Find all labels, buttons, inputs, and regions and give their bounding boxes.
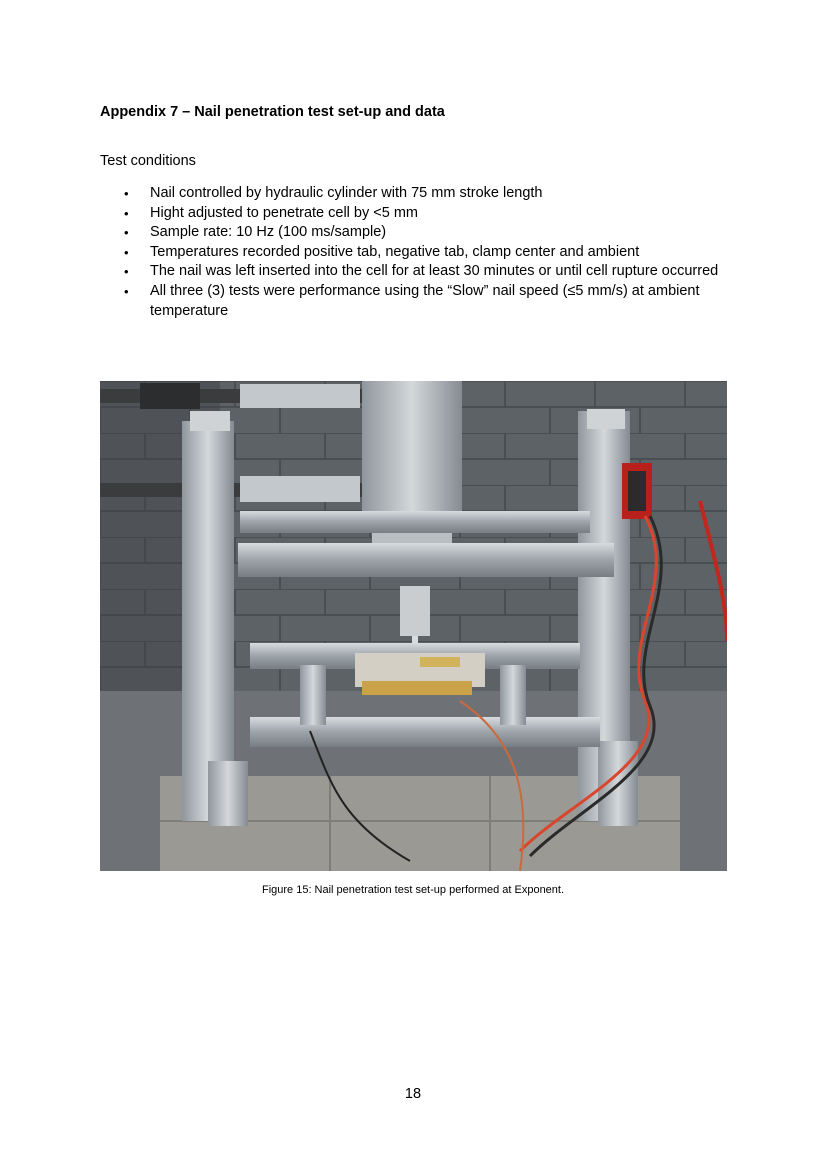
list-item-text: Nail controlled by hydraulic cylinder with 75 mm stroke length — [150, 185, 543, 201]
section-heading: Appendix 7 – Nail penetration test set-up and data — [100, 104, 445, 120]
list-item-text: Temperatures recorded positive tab, negative tab, clamp center and ambient — [150, 243, 640, 260]
test-conditions-list — [100, 184, 720, 321]
list-item-text: The nail was left inserted into the cell for at least 30 minutes or until cell rupture occurred — [150, 263, 719, 280]
list-item-text: All three (3) tests were performance using the “Slow” nail speed (≤5 mm/s) at ambient temperature — [150, 282, 700, 319]
bullet-icon: • — [124, 186, 129, 201]
list-item-text: Hight adjusted to penetrate cell by <5 mm — [150, 204, 418, 221]
list-item — [100, 282, 720, 321]
bullet-icon: • — [124, 225, 129, 241]
bullet-icon: • — [124, 244, 129, 260]
list-item — [100, 204, 720, 224]
bullet-icon: • — [124, 205, 129, 221]
bullet-icon: • — [124, 264, 129, 280]
test-setup-photo — [100, 381, 727, 871]
list-item — [100, 184, 720, 204]
list-item — [100, 223, 720, 243]
list-item-text: Sample rate: 10 Hz (100 ms/sample) — [150, 224, 387, 241]
bullet-icon: • — [124, 283, 129, 299]
list-item — [100, 243, 720, 263]
list-item — [100, 262, 720, 282]
figure-caption: Figure 15: Nail penetration test set-up performed at Exponent. — [261, 884, 565, 896]
test-conditions-heading: Test conditions — [100, 153, 196, 169]
page-number: 18 — [404, 1086, 422, 1102]
